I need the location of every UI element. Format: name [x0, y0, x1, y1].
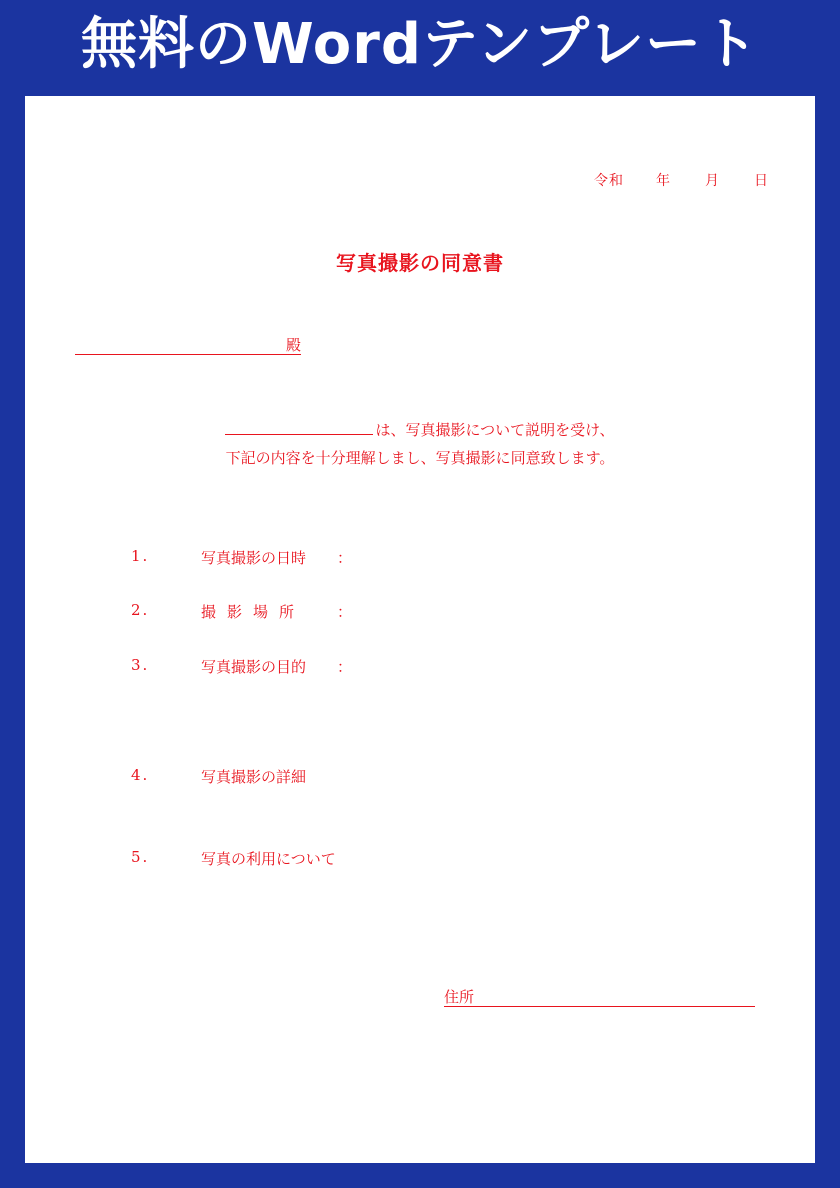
- date-era: 令和: [594, 173, 624, 189]
- item-label: 写真の利用について: [201, 850, 336, 868]
- statement-line-1-text: は、写真撮影について説明を受け、: [375, 421, 615, 439]
- item-label: 撮影場所: [201, 603, 306, 621]
- date-day: 日: [754, 173, 769, 189]
- template-banner: [0, 0, 840, 96]
- item-colon: ：: [337, 549, 353, 567]
- item-colon: ：: [337, 603, 353, 621]
- document-title: 写真撮影の同意書: [336, 251, 504, 275]
- item-colon: ：: [337, 658, 353, 676]
- date-year: 年: [656, 173, 671, 189]
- date-month: 月: [705, 173, 720, 189]
- item-label: 写真撮影の目的: [201, 658, 307, 676]
- statement-line-2: 下記の内容を十分理解しまし、写真撮影に同意致します。: [225, 449, 615, 467]
- item-number: 1.: [131, 547, 150, 565]
- banner-title: 無料のWordテンプレート: [81, 12, 759, 77]
- item-number: 4.: [131, 766, 150, 784]
- item-number: 2.: [131, 601, 150, 619]
- name-blank: [225, 418, 373, 435]
- consent-statement: [25, 416, 815, 472]
- addressee-field: [75, 334, 301, 355]
- address-label: 住所: [444, 988, 475, 1006]
- item-label: 写真撮影の詳細: [201, 768, 307, 786]
- addressee-suffix: 殿: [285, 336, 301, 354]
- item-label: 写真撮影の日時: [201, 549, 307, 567]
- statement-line-1: [25, 416, 815, 444]
- date-line: [594, 170, 769, 190]
- address-field: [444, 986, 755, 1007]
- document-page: [25, 96, 815, 1163]
- item-number: 5.: [131, 848, 150, 866]
- item-number: 3.: [131, 656, 150, 674]
